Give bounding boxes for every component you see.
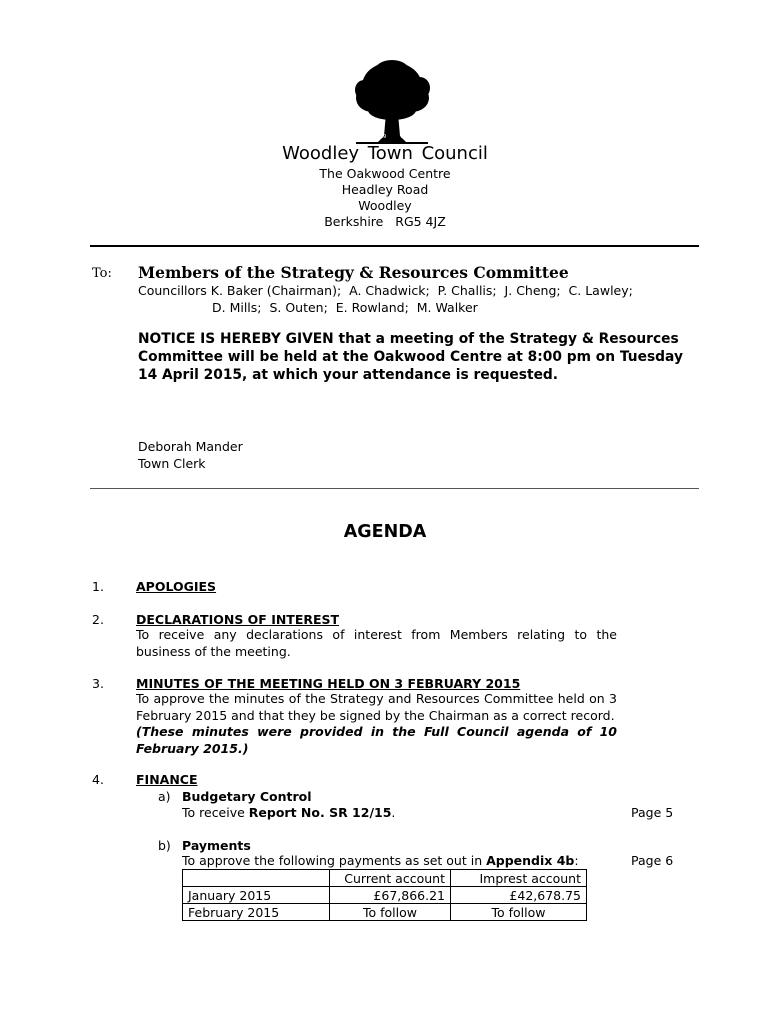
agenda-item-number: 1. (92, 579, 104, 594)
signatory-name: Deborah Mander (138, 439, 243, 454)
table-cell: January 2015 (183, 887, 330, 904)
agenda-item-title: DECLARATIONS OF INTEREST (136, 612, 340, 627)
budgetary-control-title: Budgetary Control (182, 789, 312, 804)
address-line-4: Berkshire RG5 4JZ (324, 214, 446, 229)
councillors-line-2: D. Mills; S. Outen; E. Rowland; M. Walker (212, 300, 478, 315)
agenda-item-text: To approve the minutes of the Strategy and Resources Committee held on 3 February 2015 and that they be signed by the Chairman as a correct record. (136, 691, 617, 723)
address-line-3: Woodley (358, 198, 412, 213)
budgetary-control-text: To receive Report No. SR 12/15. (182, 805, 396, 820)
oak-tree-icon (350, 58, 434, 150)
report-reference: Report No. SR 12/15 (248, 805, 392, 820)
agenda-item-note: (These minutes were provided in the Full Council agenda of 10 February 2015.) (136, 724, 617, 756)
to-label: To: (92, 266, 112, 281)
councillors-line-1: Councillors K. Baker (Chairman); A. Chadwick; P. Challis; J. Cheng; C. Lawley; (138, 283, 633, 298)
table-cell: £42,678.75 (451, 887, 587, 904)
table-row (183, 904, 587, 921)
sub-item-letter: a) (158, 789, 171, 804)
signature-block (138, 438, 243, 472)
meeting-notice: NOTICE IS HEREBY GIVEN that a meeting of the Strategy & Resources Committee will be held at the Oakwood Centre at 8:00 pm on Tuesday 14 April 2015, at which your attendance is requested. (138, 331, 683, 383)
sub-item-letter: b) (158, 838, 171, 853)
agenda-item-text: To receive any declarations of interest from Members relating to the business of the meeting. (136, 627, 617, 659)
table-cell: February 2015 (183, 904, 330, 921)
payments-table (182, 869, 587, 921)
appendix-reference: Appendix 4b (486, 853, 575, 868)
table-header-row (183, 870, 587, 887)
agenda-heading: AGENDA (343, 522, 427, 542)
table-row (183, 887, 587, 904)
councillors-list (138, 282, 698, 316)
council-name: Woodley Town Council (282, 143, 488, 164)
signatory-role: Town Clerk (138, 456, 206, 471)
table-header-cell: Current account (330, 870, 451, 887)
payments-title: Payments (182, 838, 251, 853)
table-cell: To follow (451, 904, 587, 921)
table-cell: £67,866.21 (330, 887, 451, 904)
table-header-cell: Imprest account (451, 870, 587, 887)
agenda-item-number: 3. (92, 676, 104, 691)
agenda-item-title: APOLOGIES (136, 579, 217, 594)
agenda-item-title: MINUTES OF THE MEETING HELD ON 3 FEBRUARY 2015 (136, 676, 521, 691)
agenda-item-number: 2. (92, 612, 104, 627)
agenda-item-number: 4. (92, 772, 104, 787)
address-line-2: Headley Road (341, 182, 429, 197)
svg-text:19: 19 (380, 134, 387, 140)
section-divider (90, 488, 699, 489)
page-reference: Page 5 (631, 805, 674, 820)
committee-title: Members of the Strategy & Resources Committee (138, 263, 569, 282)
address-line-1: The Oakwood Centre (319, 166, 451, 181)
payments-text: To approve the following payments as set out in Appendix 4b: (182, 853, 579, 868)
table-header-cell (183, 870, 330, 887)
table-cell: To follow (330, 904, 451, 921)
agenda-item-title: FINANCE (136, 772, 198, 787)
page-reference: Page 6 (631, 853, 674, 868)
svg-text:74: 74 (400, 134, 407, 140)
header-divider (90, 245, 699, 247)
